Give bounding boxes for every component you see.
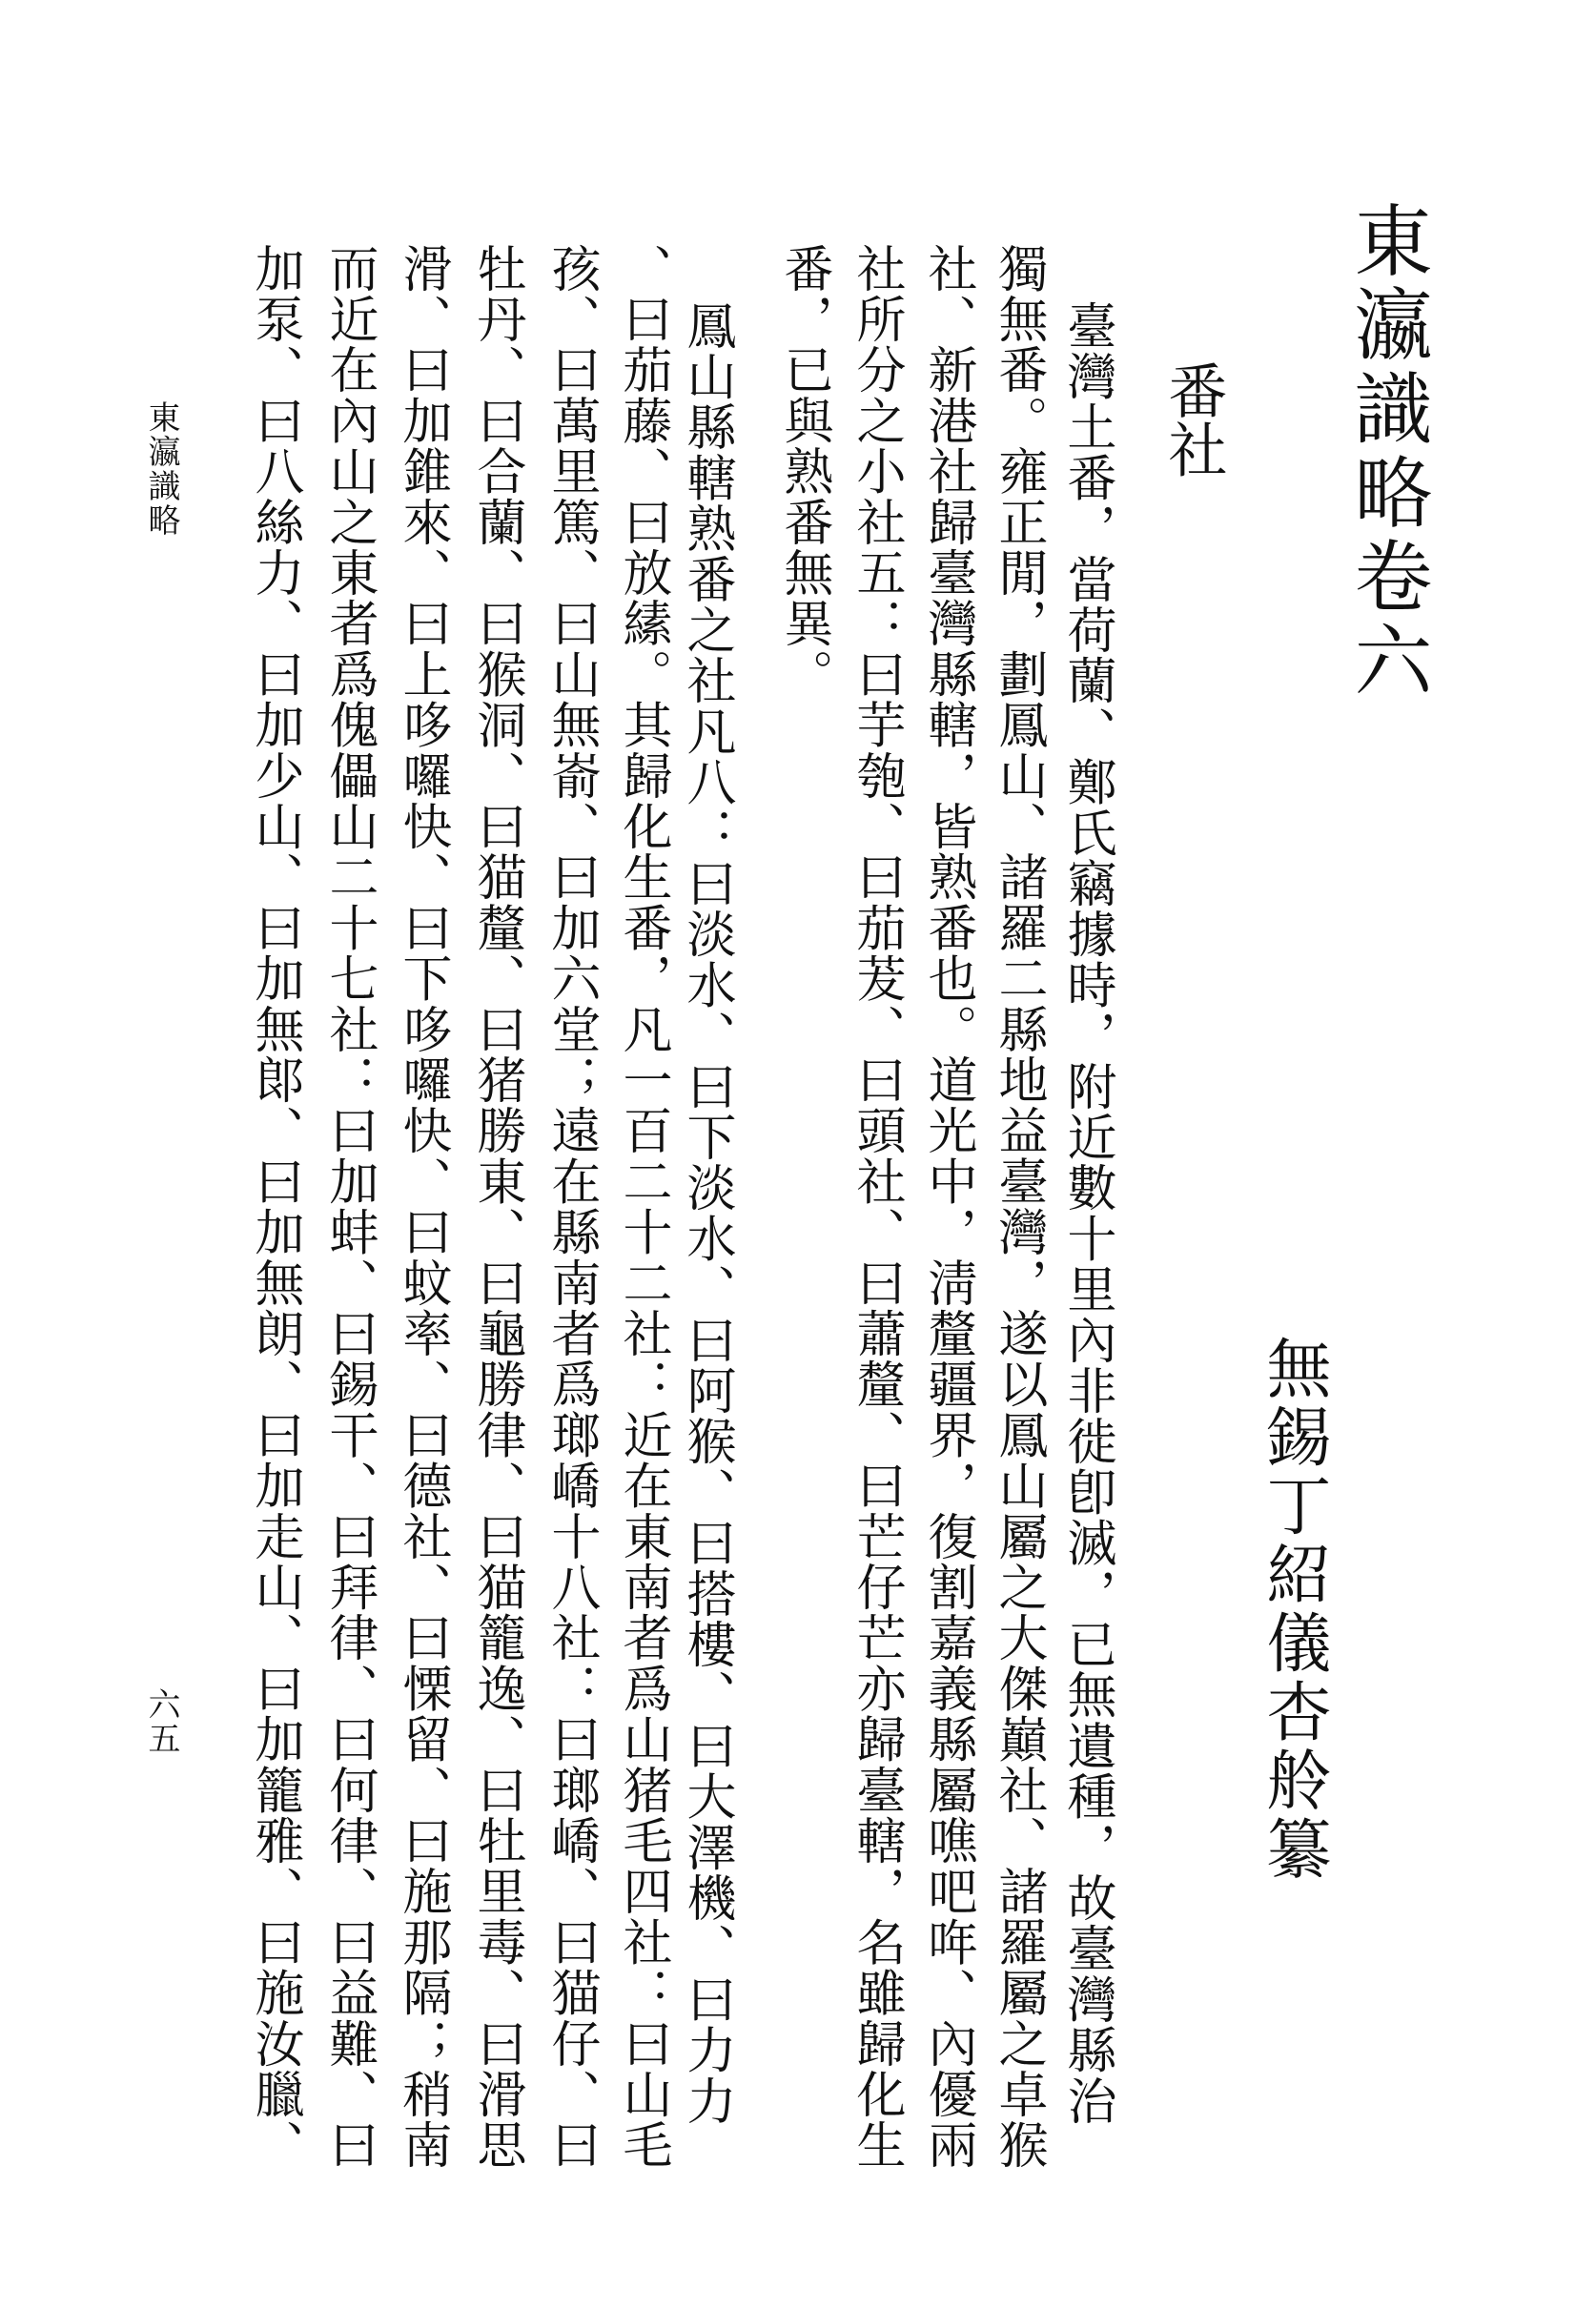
compiler-credit: 無錫丁紹儀杏舲纂 bbox=[1256, 1335, 1331, 1884]
text-column: 牡丹、曰合蘭、曰猴洞、曰猫釐、曰猪勝東、曰龜勝律、曰猫籠逸、曰牡里毒、曰滑思 bbox=[468, 243, 525, 2171]
page-number: 六五 bbox=[142, 1687, 180, 1756]
text-column: 滑、曰加錐來、曰上哆囉快、曰下哆囉快、曰蚊率、曰德社、曰慄留、曰施那隔；稍南 bbox=[394, 243, 451, 2171]
text-column: 鳳山縣轄熟番之社凡八：曰淡水、曰下淡水、曰阿猴、曰搭樓、曰大澤機、曰力力 bbox=[678, 300, 735, 2127]
text-column: 臺灣土番，當荷蘭、鄭氏竊據時，附近數十里內非徙卽滅，已無遺種，故臺灣縣治 bbox=[1058, 300, 1115, 2127]
text-column: 孩、曰萬里篤、曰山無嵛、曰加六堂；遠在縣南者爲瑯嶠十八社：曰瑯嶠、曰猫仔、曰 bbox=[542, 243, 600, 2171]
book-title: 東瀛識略卷六 bbox=[1341, 200, 1432, 704]
text-column: 而近在內山之東者爲傀儡山二十七社：曰加蚌、曰錫干、曰拜律、曰何律、曰益難、曰 bbox=[320, 243, 378, 2171]
text-column: 獨無番。雍正閒，劃鳳山、諸羅二縣地益臺灣，遂以鳳山屬之大傑巔社、諸羅屬之卓猴 bbox=[990, 243, 1047, 2171]
text-column: 社所分之小社五：曰芋匏、曰茄茇、曰頭社、曰蕭釐、曰芒仔芒亦歸臺轄，名雖歸化生 bbox=[848, 243, 905, 2171]
text-column: 、曰茄藤、曰放縤。其歸化生番，凡一百二十二社：近在東南者爲山猪毛四社：曰山毛 bbox=[614, 243, 671, 2171]
text-column: 加泵、曰八絲力、曰加少山、曰加無郞、曰加無朗、曰加走山、曰加籠雅、曰施汝臘、 bbox=[246, 243, 303, 2171]
footer-book-title: 東瀛識略 bbox=[142, 400, 180, 538]
text-column: 番，已與熟番無異。 bbox=[775, 243, 832, 700]
section-title: 番社 bbox=[1158, 360, 1228, 479]
text-column: 社、新港社歸臺灣縣轄，皆熟番也。道光中，淸釐疆界，復割嘉義縣屬噍吧哖、內優兩 bbox=[919, 243, 976, 2171]
